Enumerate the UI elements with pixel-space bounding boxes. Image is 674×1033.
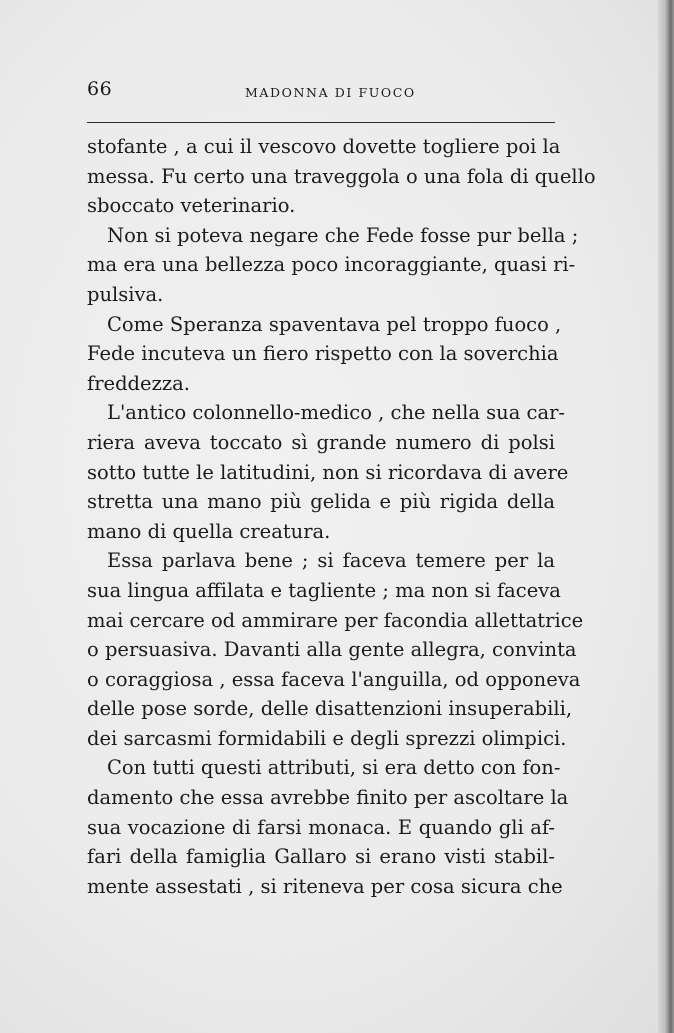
text-line: o coraggiosa , essa faceva l'anguilla, od opponeva <box>87 667 581 691</box>
body-text <box>87 132 596 901</box>
header-rule <box>87 122 555 123</box>
text-line: pulsiva. <box>87 282 164 306</box>
page-number: 66 <box>87 78 113 100</box>
text-line: sotto tutte le latitudini, non si ricordava di avere <box>87 460 569 484</box>
text-line: stretta una mano più gelida e più rigida della <box>87 490 555 514</box>
paragraph <box>87 546 584 753</box>
text-line: freddezza. <box>87 371 190 395</box>
text-line: mai cercare od ammirare per facondia allettatrice <box>87 608 584 632</box>
paragraph <box>87 753 569 901</box>
paragraph <box>87 221 579 310</box>
paragraph <box>87 132 596 221</box>
text-line: mente assestati , si riteneva per cosa sicura che <box>87 874 563 898</box>
text-line: stofante , a cui il vescovo dovette togliere poi la <box>87 135 561 158</box>
text-line: Fede incuteva un fiero rispetto con la soverchia <box>87 342 559 366</box>
text-line: mano di quella creatura. <box>87 519 331 543</box>
paragraph <box>87 398 569 546</box>
text-line: Come Speranza spaventava pel troppo fuoco , <box>107 312 562 336</box>
text-line: L'antico colonnello-medico , che nella sua car- <box>107 401 565 425</box>
text-line: o persuasiva. Davanti alla gente allegra, convinta <box>87 638 577 662</box>
text-line: Non si poteva negare che Fede fosse pur bella ; <box>107 223 579 247</box>
text-line: Essa parlava bene ; si faceva temere per la <box>107 549 555 573</box>
text-line: messa. Fu certo una traveggola o una fola di quello <box>87 164 596 188</box>
paragraph <box>87 310 562 399</box>
text-line: sua lingua affilata e tagliente ; ma non si faceva <box>87 578 561 602</box>
text-line: delle pose sorde, delle disattenzioni insuperabili, <box>87 697 573 721</box>
text-line: Con tutti questi attributi, si era detto con fon- <box>107 756 561 780</box>
text-line: sboccato veterinario. <box>87 194 296 218</box>
text-line: damento che essa avrebbe finito per ascoltare la <box>87 786 569 810</box>
text-line: riera aveva toccato sì grande numero di polsi <box>87 430 555 454</box>
text-line: fari della famiglia Gallaro si erano visti stabil- <box>87 845 555 869</box>
text-line: ma era una bellezza poco incoraggiante, quasi ri- <box>87 253 576 277</box>
page-binding-edge <box>658 0 674 1033</box>
text-line: sua vocazione di farsi monaca. E quando gli af- <box>87 815 555 839</box>
text-line: dei sarcasmi formidabili e degli sprezzi olimpici. <box>87 726 567 750</box>
running-title: MADONNA DI FUOCO <box>245 85 416 100</box>
page-header <box>87 78 555 108</box>
